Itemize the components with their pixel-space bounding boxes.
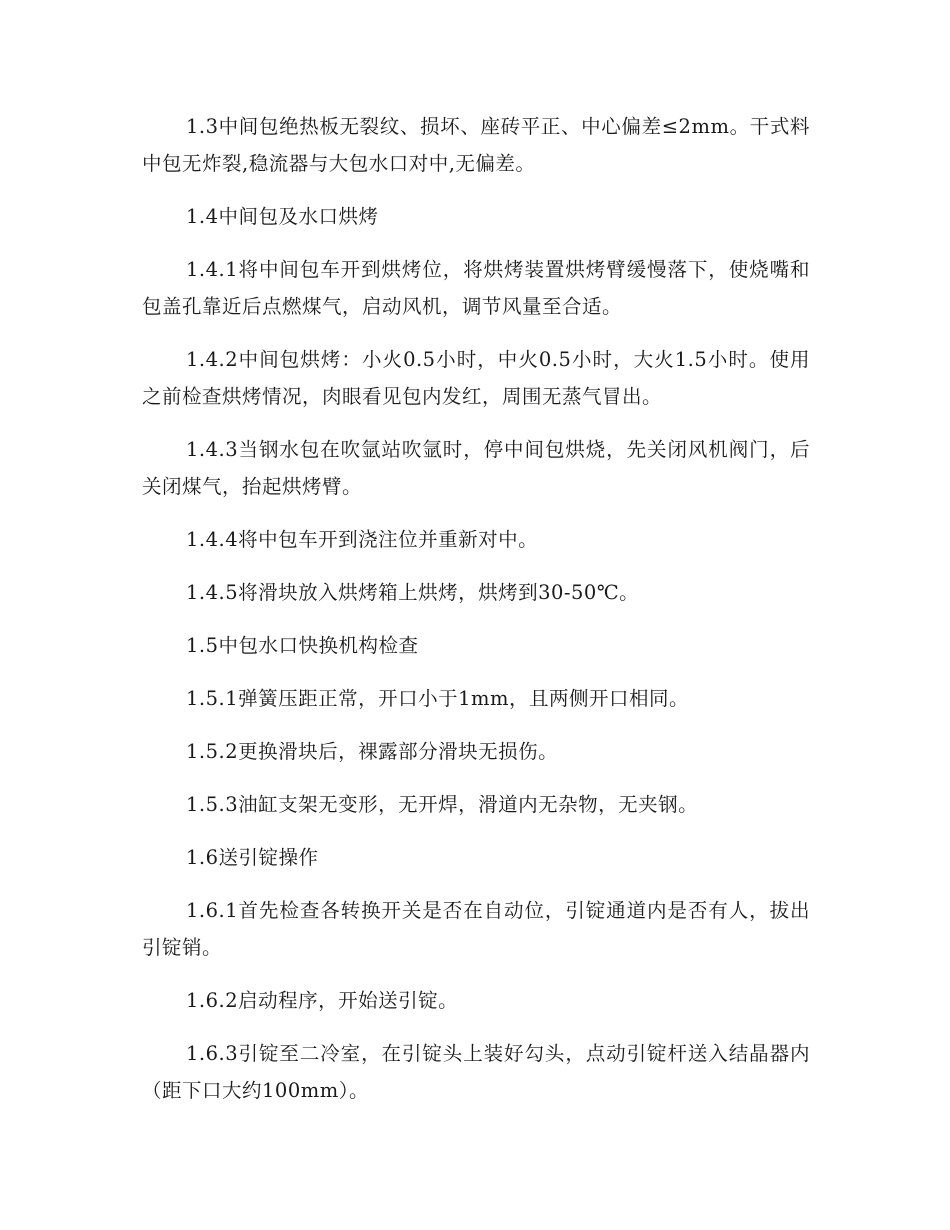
paragraph-1-4-5: 1.4.5将滑块放入烘烤箱上烘烤，烘烤到30-50℃。 (186, 581, 640, 604)
paragraph-1-6-3: 1.6.3引锭至二冷室，在引锭头上装好勾头，点动引锭杆送入结晶器内（距下口大约100mm）。 (142, 1042, 810, 1102)
paragraph-1-5-2: 1.5.2更换滑块后，裸露部分滑块无损伤。 (186, 740, 559, 763)
paragraph-1-4-3: 1.4.3当钢水包在吹氩站吹氩时，停中间包烘烧，先关闭风机阀门，后关闭煤气，抬起烘烤臂。 (142, 438, 810, 498)
heading-1-4: 1.4中间包及水口烘烤 (186, 205, 379, 228)
paragraph-1-6-1: 1.6.1首先检查各转换开关是否在自动位，引锭通道内是否有人，拔出引锭销。 (142, 899, 810, 959)
heading-1-6: 1.6送引锭操作 (186, 846, 319, 869)
paragraph-1-4-2: 1.4.2中间包烘烤：小火0.5小时，中火0.5小时，大火1.5小时。使用之前检查烘烤情况，肉眼看见包内发红，周围无蒸气冒出。 (142, 348, 810, 408)
paragraph-1-4-4: 1.4.4将中包车开到浇注位并重新对中。 (186, 528, 539, 551)
paragraph-1-3: 1.3中间包绝热板无裂纹、损坏、座砖平正、中心偏差≤2mm。干式料中包无炸裂,稳流器与大包水口对中,无偏差。 (142, 115, 810, 175)
paragraph-1-4-1: 1.4.1将中间包车开到烘烤位，将烘烤装置烘烤臂缓慢落下，使烧嘴和包盖孔靠近后点燃煤气，启动风机，调节风量至合适。 (142, 258, 810, 318)
document-body (142, 108, 810, 1125)
heading-1-5: 1.5中包水口快换机构检查 (186, 634, 419, 657)
paragraph-1-5-3: 1.5.3油缸支架无变形，无开焊，滑道内无杂物，无夹钢。 (186, 793, 699, 816)
paragraph-1-6-2: 1.6.2启动程序，开始送引锭。 (186, 989, 459, 1012)
paragraph-1-5-1: 1.5.1弹簧压距正常，开口小于1mm，且两侧开口相同。 (186, 687, 690, 710)
